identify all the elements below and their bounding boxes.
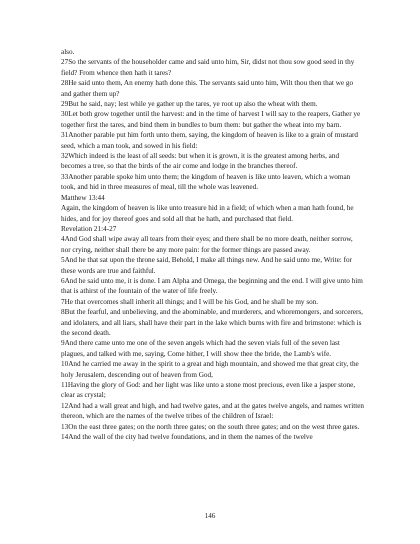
paragraph: 14And the wall of the city had twelve foundations, and in them the names of the twelve xyxy=(61,433,313,442)
paragraph: 13On the east three gates; on the north three gates; on the south three gates; and on the west three gates. xyxy=(61,422,360,431)
paragraph: 6And he said unto me, it is done. I am Alpha and Omega, the beginning and the end. I will give unto him that is athirst of the fountain of the water of life freely. xyxy=(61,276,363,296)
paragraph: 30Let both grow together until the harvest: and in the time of harvest I will say to the reapers, Gather ye together first the tares, and bind them in bundles to burn them: but gather the wheat into my barn. xyxy=(61,110,361,129)
paragraph: 11Having the glory of God: and her light was like unto a stone most precious, even like a jasper stone, clear as crystal; xyxy=(61,381,356,400)
paragraph: 33Another parable spoke him unto them; the kingdom of heaven is like unto leaven, which a woman took, and hid in three measures of meal, till the whole was leavened. xyxy=(61,172,351,192)
paragraph: 32Which indeed is the least of all seeds: but when it is grown, it is the greatest among herbs, and becomes a tree, so that the birds of the air come and lodge in the branches thereof. xyxy=(61,152,340,171)
paragraph: Again, the kingdom of heaven is like unto treasure hid in a field; of which when a man hath found, he hides, and for joy thereof goes and sold all that he hath, and purchased that field. xyxy=(61,204,354,223)
paragraph: 31Another parable put him forth unto them, saying, the kingdom of heaven is like to a grain of mustard seed, which a man took, and sowed in his field: xyxy=(61,131,359,150)
scripture-reference: Revelation 21:4-27 xyxy=(61,224,117,233)
paragraph: 10And he carried me away in the spirit to a great and high mountain, and showed me that great city, the holy Jerusalem, descending out of heaven from God, xyxy=(61,360,359,379)
body-text xyxy=(61,47,364,442)
paragraph: also. xyxy=(61,48,75,56)
paragraph: 28He said unto them, An enemy hath done this. The servants said unto him, Wilt thou then that we go and gather them up? xyxy=(61,79,354,98)
paragraph: 29But he said, nay; lest while ye gather up the tares, ye root up also the wheat with them. xyxy=(61,100,318,109)
page-number: 146 xyxy=(204,512,216,520)
paragraph: 12And had a wall great and high, and had twelve gates, and at the gates twelve angels, and names written thereon, which are the names of the twelve tribes of the children of Israel: xyxy=(61,401,364,421)
paragraph: 4And God shall wipe away all tears from their eyes; and there shall be no more death, neither sorrow, nor crying, neither shall there be any more pain: for the former things are passed away. xyxy=(61,235,353,254)
paragraph: 9And there came unto me one of the seven angels which had the seven vials full of the seven last plagues, and talked with me, saying, Come hither, I will show thee the bride, the Lamb's wife. xyxy=(61,339,340,358)
scripture-reference: Matthew 13:44 xyxy=(61,193,105,202)
paragraph: 7He that overcomes shall inherit all things; and I will be his God, and he shall be my son. xyxy=(61,297,319,306)
paragraph: 5And he that sat upon the throne said, Behold, I make all things new. And he said unto me, Write: for these words are true and faithful. xyxy=(61,256,352,275)
paragraph: 8But the fearful, and unbelieving, and the abominable, and murderers, and whoremongers, and sorcerers, and idolaters, and all liars, shall have their part in the lake which burns with fire and brimstone: which is the second death. xyxy=(61,308,363,337)
paragraph: 27So the servants of the householder came and said unto him, Sir, didst not thou sow good seed in thy field? From whence then hath it tares? xyxy=(61,58,355,77)
